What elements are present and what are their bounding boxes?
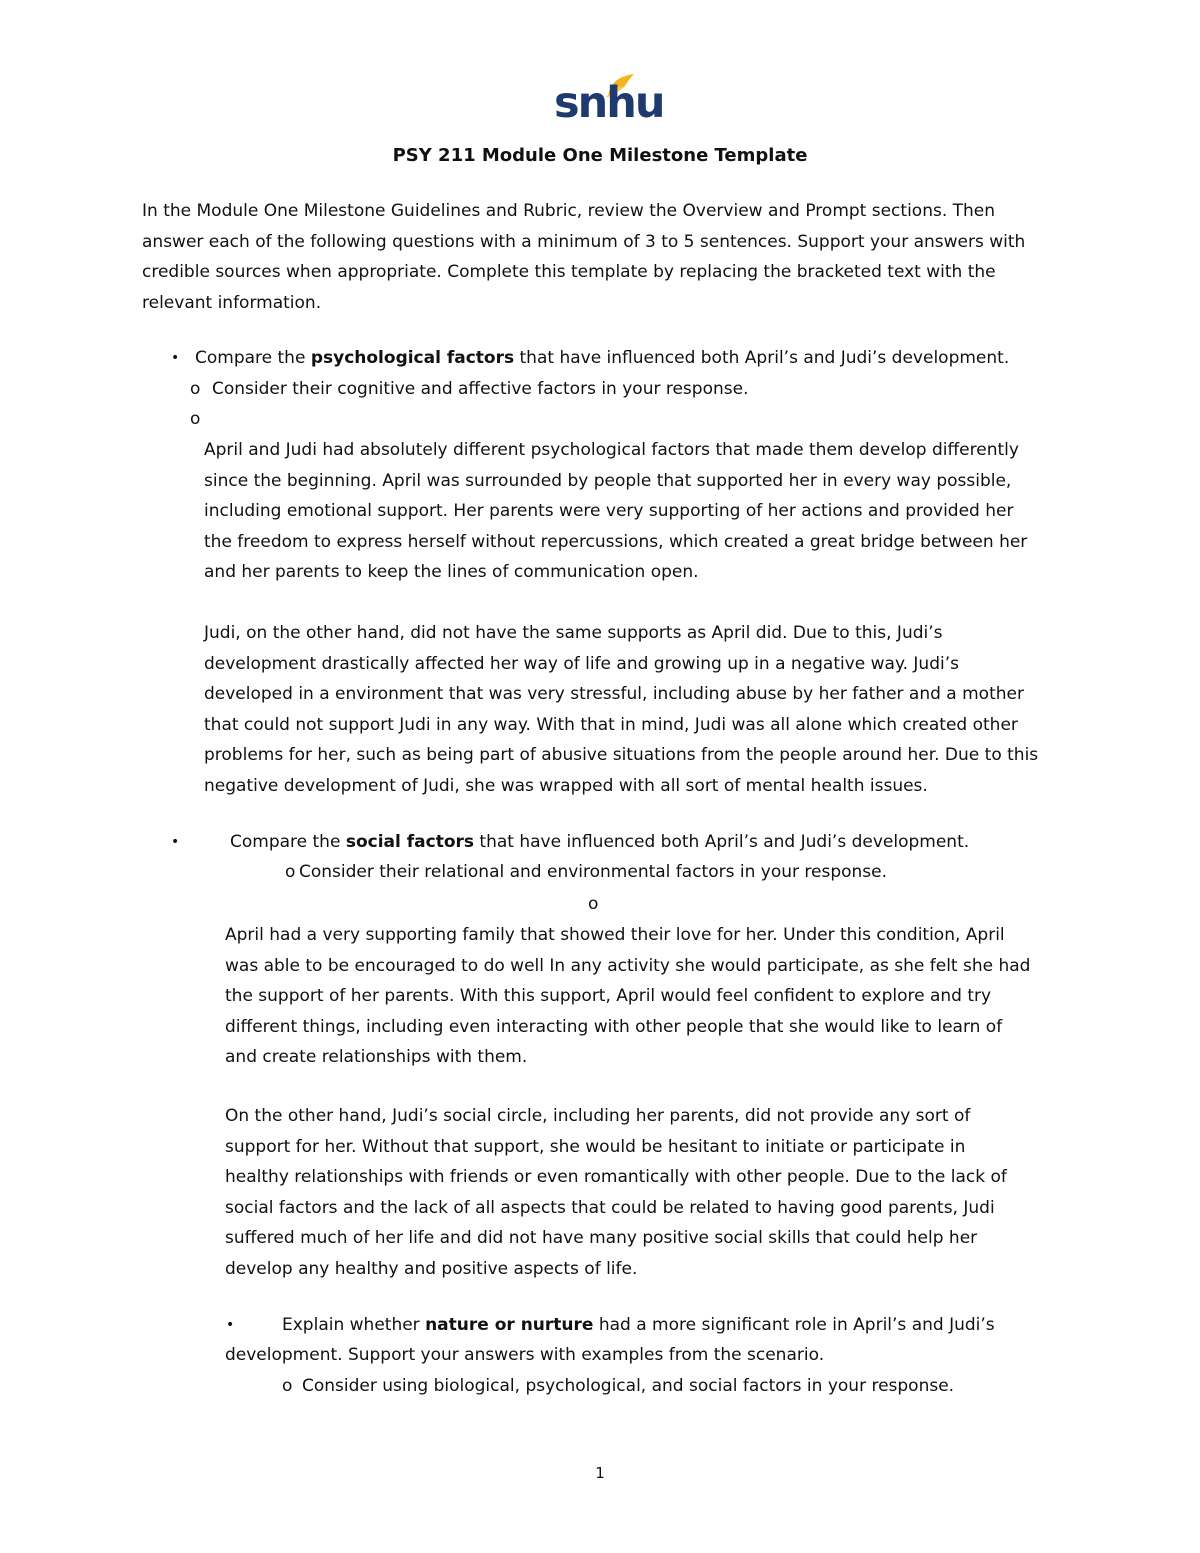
question-3-suffix: had a more significant role in April’s and Judi’s — [593, 1315, 995, 1335]
answer-line: problems for her, such as being part of abusive situations from the people around her. Due to this — [204, 745, 1039, 765]
answer-line: April had a very supporting family that showed their love for her. Under this condition, April — [225, 925, 1005, 945]
answer-line: development drastically affected her way of life and growing up in a negative way. Judi’s — [204, 653, 959, 674]
sub-bullet-icon: o — [190, 379, 201, 399]
answer-line: and create relationships with them. — [225, 1047, 528, 1067]
question-2-bold: social factors — [345, 832, 475, 852]
sub-bullet-icon: o — [190, 409, 201, 429]
question-3-subprompt: Consider using biological, psychological, and social factors in your response. — [302, 1376, 955, 1396]
question-1-bold: psychological factors — [310, 348, 515, 368]
sub-bullet-icon: o — [285, 862, 296, 882]
answer-line: including emotional support. Her parents were very supporting of her actions and provided her — [204, 501, 1014, 521]
answer-line: different things, including even interacting with other people that she would like to learn of — [225, 1016, 1003, 1037]
answer-line: negative development of Judi, she was wrapped with all sort of mental health issues. — [204, 775, 928, 796]
sub-bullet-icon: o — [282, 1376, 293, 1396]
intro-line: In the Module One Milestone Guidelines and Rubric, review the Overview and Prompt sections. Then — [142, 201, 996, 221]
answer-line: and her parents to keep the lines of communication open. — [204, 562, 699, 582]
sub-bullet-icon: o — [588, 894, 599, 914]
question-2-answer-paragraph-2 — [225, 1101, 1007, 1284]
answer-line: was able to be encouraged to do well In any activity she would participate, as she felt she had — [225, 955, 1031, 976]
bullet-icon: • — [226, 1317, 235, 1333]
question-3-prefix: Explain whether — [282, 1315, 426, 1335]
question-1-suffix: that have influenced both April’s and Judi’s development. — [514, 348, 1010, 368]
question-1 — [195, 343, 1009, 374]
answer-line: healthy relationships with friends or even romantically with other people. Due to the lack of — [225, 1167, 1007, 1187]
answer-line: Judi, on the other hand, did not have the same supports as April did. Due to this, Judi’s — [204, 623, 943, 643]
snhu-logo — [548, 70, 664, 134]
bullet-icon: • — [171, 834, 180, 850]
answer-line: developed in a environment that was very stressful, including abuse by her father and a mother — [204, 684, 1024, 704]
intro-paragraph — [142, 196, 1025, 318]
logo-text: snhu — [554, 78, 664, 128]
answer-line: On the other hand, Judi’s social circle, including her parents, did not provide any sort of — [225, 1106, 971, 1126]
intro-line: answer each of the following questions with a minimum of 3 to 5 sentences. Support your answers with — [142, 231, 1026, 252]
question-2-answer-paragraph-1 — [225, 920, 1030, 1073]
page-title: PSY 211 Module One Milestone Template — [392, 145, 808, 166]
bullet-icon: • — [171, 350, 180, 366]
question-3-line-2: development. Support your answers with examples from the scenario. — [225, 1345, 825, 1365]
answer-line: April and Judi had absolutely different psychological factors that made them develop differently — [204, 440, 1019, 460]
question-2 — [230, 827, 969, 858]
question-2-subprompt: Consider their relational and environmental factors in your response. — [299, 862, 888, 882]
intro-line: relevant information. — [142, 292, 322, 313]
answer-line: the freedom to express herself without repercussions, which created a great bridge between her — [204, 531, 1028, 552]
answer-line: suffered much of her life and did not have many positive social skills that could help her — [225, 1228, 978, 1248]
question-1-answer-paragraph-1 — [204, 435, 1027, 588]
answer-line: develop any healthy and positive aspects of life. — [225, 1258, 638, 1279]
question-2-suffix: that have influenced both April’s and Judi’s development. — [474, 832, 970, 852]
question-1-prefix: Compare the — [195, 348, 311, 368]
question-1-subprompt: Consider their cognitive and affective factors in your response. — [212, 379, 749, 399]
intro-line: credible sources when appropriate. Complete this template by replacing the bracketed text with the — [142, 262, 996, 282]
answer-line: since the beginning. April was surrounded by people that supported her in every way possible, — [204, 470, 1012, 491]
answer-line: the support of her parents. With this support, April would feel confident to explore and try — [225, 986, 992, 1006]
question-3 — [282, 1310, 995, 1341]
question-1-answer-paragraph-2 — [204, 618, 1038, 801]
answer-line: social factors and the lack of all aspects that could be related to having good parents, Judi — [225, 1197, 995, 1218]
question-3-bold: nature or nurture — [425, 1315, 594, 1335]
answer-line: that could not support Judi in any way. With that in mind, Judi was all alone which created other — [204, 714, 1018, 735]
answer-line: support for her. Without that support, she would be hesitant to initiate or participate in — [225, 1136, 966, 1157]
page-number: 1 — [595, 1464, 605, 1482]
question-2-prefix: Compare the — [230, 832, 346, 852]
